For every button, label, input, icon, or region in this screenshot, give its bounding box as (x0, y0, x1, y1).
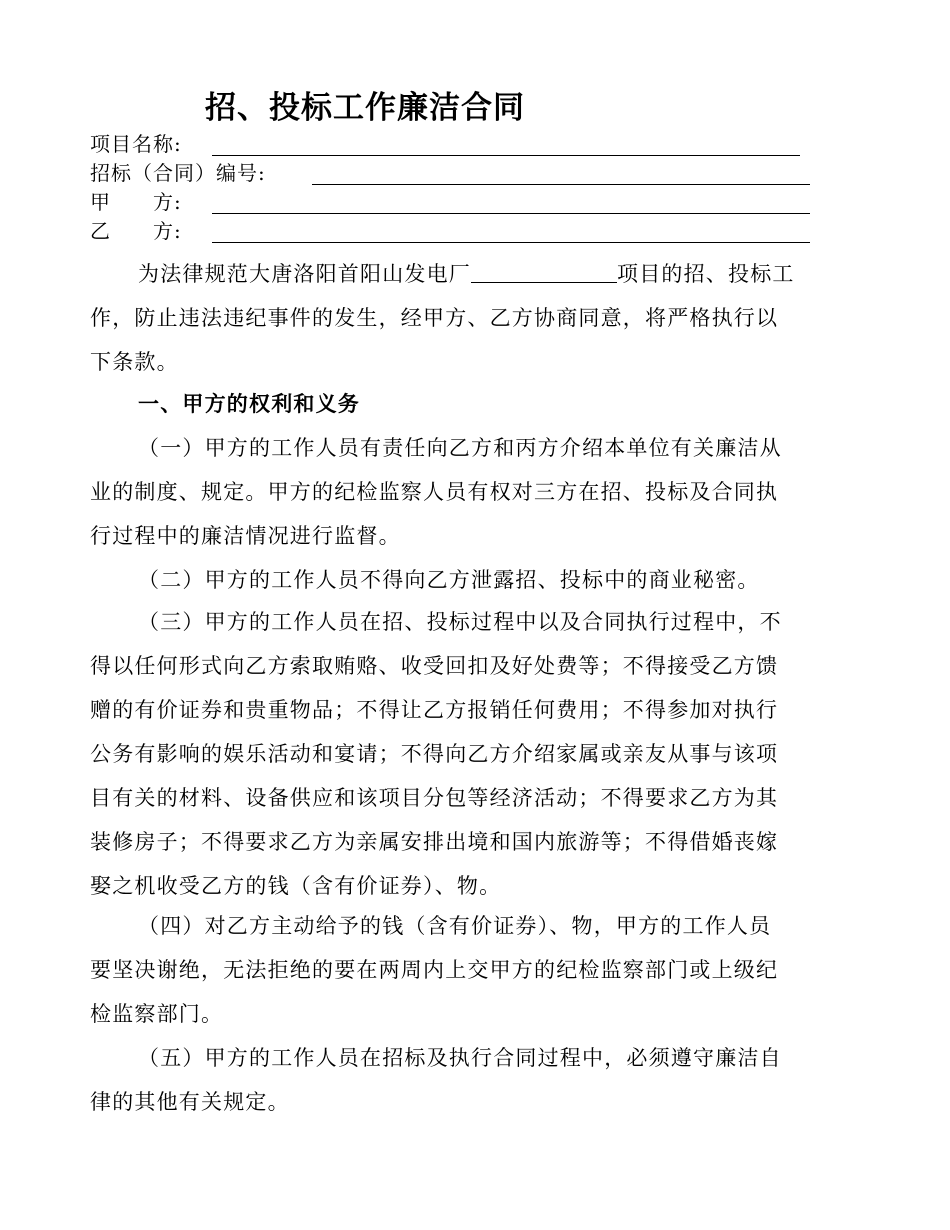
contract-number-blank (312, 184, 810, 185)
clause-3-line: 装修房子；不得要求乙方为亲属安排出境和国内旅游等；不得借婚丧嫁 (90, 830, 779, 854)
intro-line-1: 为法律规范大唐洛阳首阳山发电厂 项目的招、投标工 (138, 262, 795, 286)
clause-4 (90, 904, 860, 1036)
clause-4-line: 检监察部门。 (90, 1002, 224, 1026)
party-b-label: 乙 方: (90, 219, 182, 243)
project-name-blank (212, 155, 800, 156)
clause-3-line: 目有关的材料、设备供应和该项目分包等经济活动；不得要求乙方为其 (90, 786, 779, 810)
party-a-label: 甲 方: (90, 190, 182, 214)
clause-5-line: 律的其他有关规定。 (90, 1090, 290, 1114)
document-title: 招、投标工作廉洁合同 (205, 90, 525, 126)
clause-1-line: 业的制度、规定。甲方的纪检监察人员有权对三方在招、投标及合同执 (90, 480, 779, 504)
clause-4-line: （四）对乙方主动给予的钱（含有价证券）、物，甲方的工作人员 (138, 914, 772, 938)
clause-3 (90, 600, 860, 908)
project-inline-blank (471, 260, 617, 283)
clause-3-line: 娶之机收受乙方的钱（含有价证券）、物。 (90, 874, 502, 898)
clause-5-line: （五）甲方的工作人员在招标及执行合同过程中，必须遵守廉洁自 (138, 1046, 782, 1070)
section-heading: 一、甲方的权利和义务 (138, 391, 360, 416)
intro-paragraph (90, 252, 860, 384)
clause-2 (90, 558, 860, 602)
clause-2-line: （二）甲方的工作人员不得向乙方泄露招、投标中的商业秘密。 (138, 568, 760, 592)
contract-number-label: 招标（合同）编号: (90, 161, 266, 185)
clause-5 (90, 1036, 860, 1124)
clause-3-line: （三）甲方的工作人员在招、投标过程中以及合同执行过程中，不 (138, 610, 782, 634)
party-b-blank (212, 242, 810, 243)
clause-1-line: 行过程中的廉洁情况进行监督。 (90, 524, 401, 548)
clause-1-line: （一）甲方的工作人员有责任向乙方和丙方介绍本单位有关廉洁从 (138, 436, 782, 460)
clause-4-line: 要坚决谢绝，无法拒绝的要在两周内上交甲方的纪检监察部门或上级纪 (90, 958, 779, 982)
project-name-label: 项目名称: (90, 132, 182, 156)
intro-line-3: 下条款。 (90, 350, 179, 374)
party-a-blank (212, 213, 810, 214)
clause-1 (90, 426, 860, 558)
intro-line-2: 作，防止违法违纪事件的发生，经甲方、乙方协商同意，将严格执行以 (90, 306, 779, 330)
clause-3-line: 得以任何形式向乙方索取贿赂、收受回扣及好处费等；不得接受乙方馈 (90, 654, 779, 678)
clause-3-line: 赠的有价证券和贵重物品；不得让乙方报销任何费用；不得参加对执行 (90, 698, 779, 722)
clause-3-line: 公务有影响的娱乐活动和宴请；不得向乙方介绍家属或亲友从事与该项 (90, 742, 779, 766)
